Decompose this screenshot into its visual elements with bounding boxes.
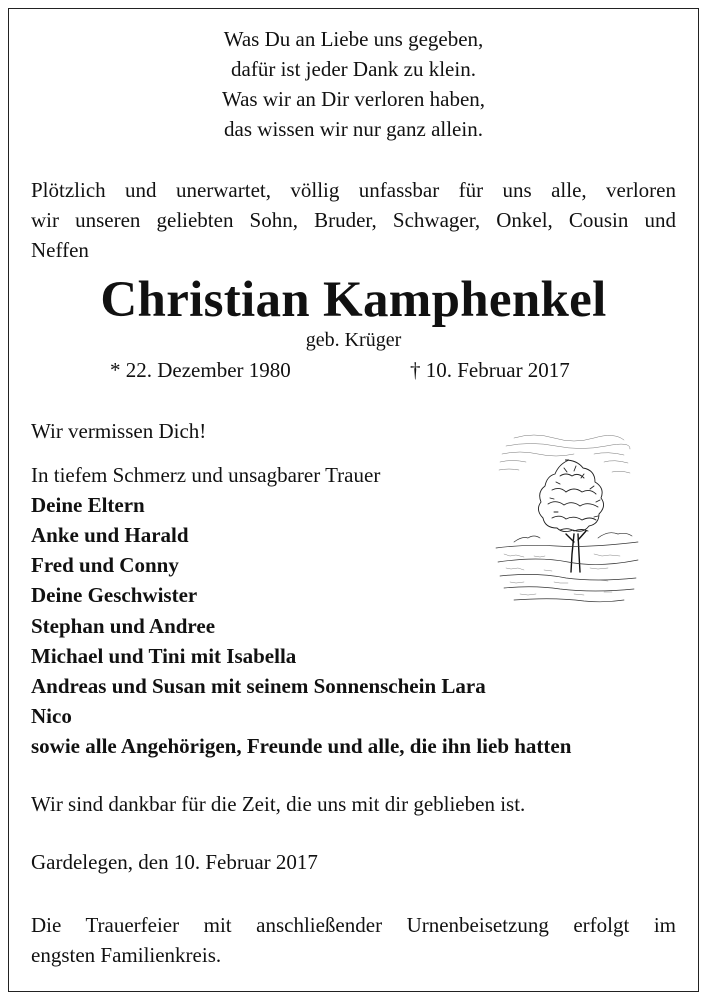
poem [0, 24, 707, 144]
mourner-line: Michael und Tini mit Isabella [31, 644, 297, 668]
intro-line: Neffen [31, 238, 89, 262]
mourner-line: Nico [31, 704, 72, 728]
miss-you-text: Wir vermissen Dich! [31, 419, 207, 443]
closing-paragraph [31, 910, 676, 970]
gratitude-text: Wir sind dankbar für die Zeit, die uns mit dir geblieben ist. [31, 792, 526, 816]
closing-line: engsten Familienkreis. [31, 943, 222, 967]
place-date: Gardelegen, den 10. Februar 2017 [31, 850, 318, 874]
maiden-name: geb. Krüger [305, 329, 402, 351]
poem-line: dafür ist jeder Dank zu klein. [231, 57, 476, 81]
tree-landscape-sketch-icon [494, 430, 640, 608]
intro-line: wir unseren geliebten Sohn, Bruder, Schwager, Onkel, Cousin und [31, 208, 676, 232]
poem-line: Was wir an Dir verloren haben, [221, 87, 486, 111]
mourner-line: Fred und Conny [31, 553, 179, 577]
death-date: † 10. Februar 2017 [410, 358, 570, 382]
mourning-intro: In tiefem Schmerz und unsagbarer Trauer [31, 463, 381, 487]
mourner-line: Andreas und Susan mit seinem Sonnenschein Lara [31, 674, 486, 698]
mourner-line: Anke und Harald [31, 523, 189, 547]
mourner-line: sowie alle Angehörigen, Freunde und alle, die ihn lieb hatten [31, 734, 572, 758]
poem-line: das wissen wir nur ganz allein. [224, 117, 483, 141]
deceased-name: Christian Kamphenkel [100, 272, 607, 328]
mourner-line: Stephan und Andree [31, 614, 216, 638]
mourner-line: Deine Geschwister [31, 583, 198, 607]
intro-paragraph [31, 175, 676, 265]
mourner-line: Deine Eltern [31, 493, 145, 517]
birth-date: * 22. Dezember 1980 [110, 358, 291, 382]
poem-line: Was Du an Liebe uns gegeben, [223, 27, 484, 51]
closing-line: Die Trauerfeier mit anschließender Urnenbeisetzung erfolgt im [31, 913, 676, 937]
intro-line: Plötzlich und unerwartet, völlig unfassbar für uns alle, verloren [31, 178, 676, 202]
